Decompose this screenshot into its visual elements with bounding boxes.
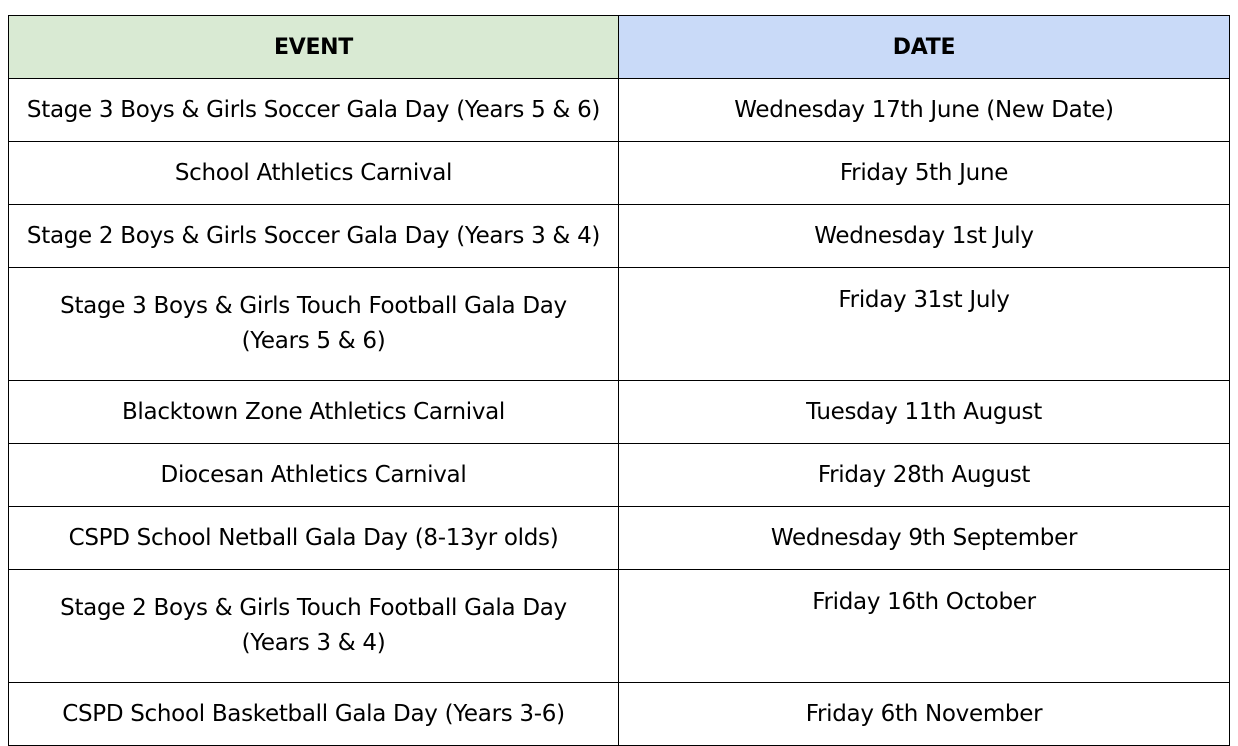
event-cell: Blacktown Zone Athletics Carnival bbox=[9, 381, 619, 444]
event-cell bbox=[9, 268, 619, 381]
event-line-2: (Years 3 & 4) bbox=[241, 630, 386, 656]
table-row bbox=[9, 79, 1230, 142]
date-cell: Friday 28th August bbox=[619, 444, 1230, 507]
header-row bbox=[9, 16, 1230, 79]
date-column-header: DATE bbox=[619, 16, 1230, 79]
date-cell: Friday 16th October bbox=[619, 570, 1230, 683]
date-cell: Wednesday 1st July bbox=[619, 205, 1230, 268]
table-row bbox=[9, 507, 1230, 570]
table-row bbox=[9, 683, 1230, 746]
date-cell: Wednesday 17th June (New Date) bbox=[619, 79, 1230, 142]
event-line-1: Stage 2 Boys & Girls Touch Football Gala Day bbox=[60, 595, 567, 621]
date-cell: Tuesday 11th August bbox=[619, 381, 1230, 444]
table-row bbox=[9, 205, 1230, 268]
table-row bbox=[9, 444, 1230, 507]
event-cell: CSPD School Netball Gala Day (8-13yr olds) bbox=[9, 507, 619, 570]
events-table bbox=[8, 15, 1230, 746]
event-line-1: Stage 3 Boys & Girls Touch Football Gala Day bbox=[60, 293, 567, 319]
table-row bbox=[9, 570, 1230, 683]
table-row bbox=[9, 142, 1230, 205]
table-row bbox=[9, 268, 1230, 381]
event-cell bbox=[9, 570, 619, 683]
event-line-2: (Years 5 & 6) bbox=[241, 328, 386, 354]
event-cell: School Athletics Carnival bbox=[9, 142, 619, 205]
event-cell: CSPD School Basketball Gala Day (Years 3-6) bbox=[9, 683, 619, 746]
event-cell: Diocesan Athletics Carnival bbox=[9, 444, 619, 507]
event-cell: Stage 3 Boys & Girls Soccer Gala Day (Years 5 & 6) bbox=[9, 79, 619, 142]
date-cell: Friday 31st July bbox=[619, 268, 1230, 381]
table-row bbox=[9, 381, 1230, 444]
event-column-header: EVENT bbox=[9, 16, 619, 79]
date-cell: Friday 5th June bbox=[619, 142, 1230, 205]
date-cell: Wednesday 9th September bbox=[619, 507, 1230, 570]
event-cell: Stage 2 Boys & Girls Soccer Gala Day (Years 3 & 4) bbox=[9, 205, 619, 268]
date-cell: Friday 6th November bbox=[619, 683, 1230, 746]
